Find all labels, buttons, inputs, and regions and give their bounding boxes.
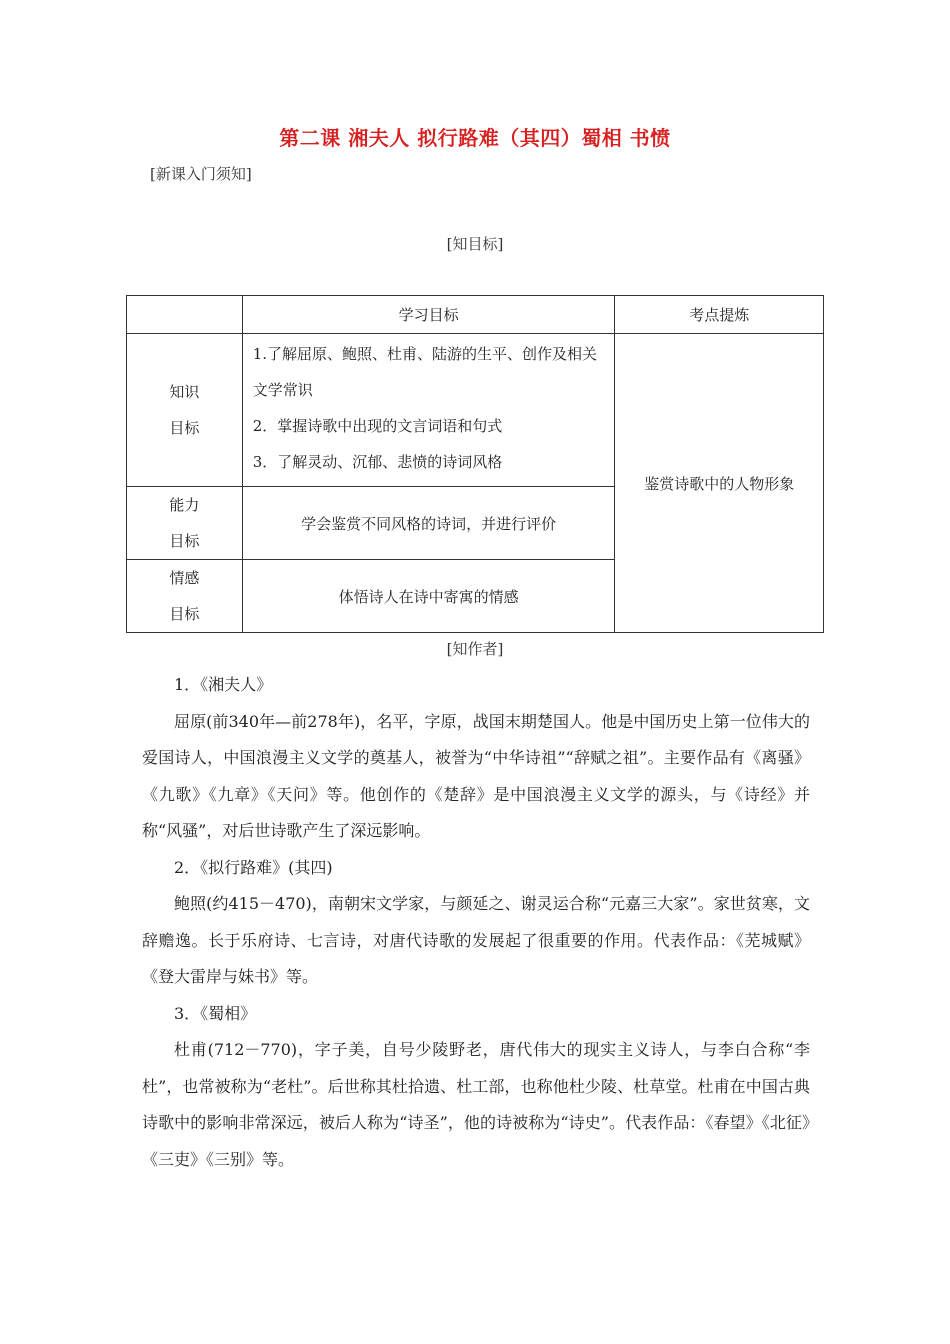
section-3-body: 杜甫(712－770)，字子美，自号少陵野老，唐代伟大的现实主义诗人，与李白合称“李杜”，也常被称为“老杜”。后世称其杜拾遗、杜工部，也称他杜少陵、杜草堂。杜甫在中国古典诗歌中的影响非常深远，被后人称为“诗圣”，他的诗被称为“诗史”。代表作品：《春望》《北征》《三吏》《三别》等。 [142, 1040, 810, 1169]
ability-label-line2: 目标 [169, 532, 200, 550]
ability-label-line1: 能力 [169, 496, 200, 514]
section-1-body: 屈原(前340年—前278年)，名平，字原，战国末期楚国人。他是中国历史上第一位伟大的爱国诗人，中国浪漫主义文学的奠基人，被誉为“中华诗祖”“辞赋之祖”。主要作品有《离骚》《九歌》《九章》《天问》等。他创作的《楚辞》是中国浪漫主义文学的源头，与《诗经》并称“风骚”，对后世诗歌产生了深远影响。 [142, 711, 810, 840]
section-3-heading: 3．《蜀相》 [174, 1003, 257, 1023]
emotion-text-cell: 体悟诗人在诗中寄寓的情感 [242, 560, 615, 633]
knowledge-item-1: 1.了解屈原、鲍照、杜甫、陆游的生平、创作及相关文学常识 [252, 345, 598, 399]
ability-label-cell [127, 487, 243, 560]
knowledge-item-2: 2．掌握诗歌中出现的文言词语和句式 [252, 417, 503, 435]
learning-goals-table [126, 295, 824, 633]
author-label: [知作者] [446, 640, 504, 658]
section-1-heading: 1．《湘夫人》 [174, 675, 273, 694]
key-point-cell: 鉴赏诗歌中的人物形象 [615, 334, 824, 633]
emotion-label-line2: 目标 [169, 605, 200, 623]
header-key-points: 考点提炼 [615, 296, 824, 334]
emotion-label-line1: 情感 [169, 569, 200, 587]
table-corner-cell [127, 296, 243, 334]
emotion-label-cell [127, 560, 243, 633]
knowledge-goals-row [127, 334, 824, 487]
intro-label: [新课入门须知] [150, 165, 252, 183]
ability-text-cell: 学会鉴赏不同风格的诗词，并进行评价 [242, 487, 615, 560]
page-title: 第二课 湘夫人 拟行路难（其四）蜀相 书愤 [279, 126, 671, 150]
knowledge-label-line1: 知识 [169, 383, 200, 401]
section-2-heading: 2．《拟行路难》(其四) [174, 857, 333, 877]
knowledge-label-cell [127, 334, 243, 487]
section-2-body: 鲍照(约415－470)，南朝宋文学家，与颜延之、谢灵运合称“元嘉三大家”。家世贫寒，文辞赡逸。长于乐府诗、七言诗，对唐代诗歌的发展起了很重要的作用。代表作品：《芜城赋》《登大雷岸与妹书》等。 [142, 894, 810, 986]
header-learning-goals: 学习目标 [242, 296, 615, 334]
knowledge-item-3: 3．了解灵动、沉郁、悲愤的诗词风格 [252, 453, 503, 471]
goals-label: [知目标] [446, 235, 504, 253]
knowledge-label-line2: 目标 [169, 419, 200, 437]
table-header-row [127, 296, 824, 334]
author-sections [142, 667, 810, 1178]
knowledge-items-cell [242, 334, 615, 487]
